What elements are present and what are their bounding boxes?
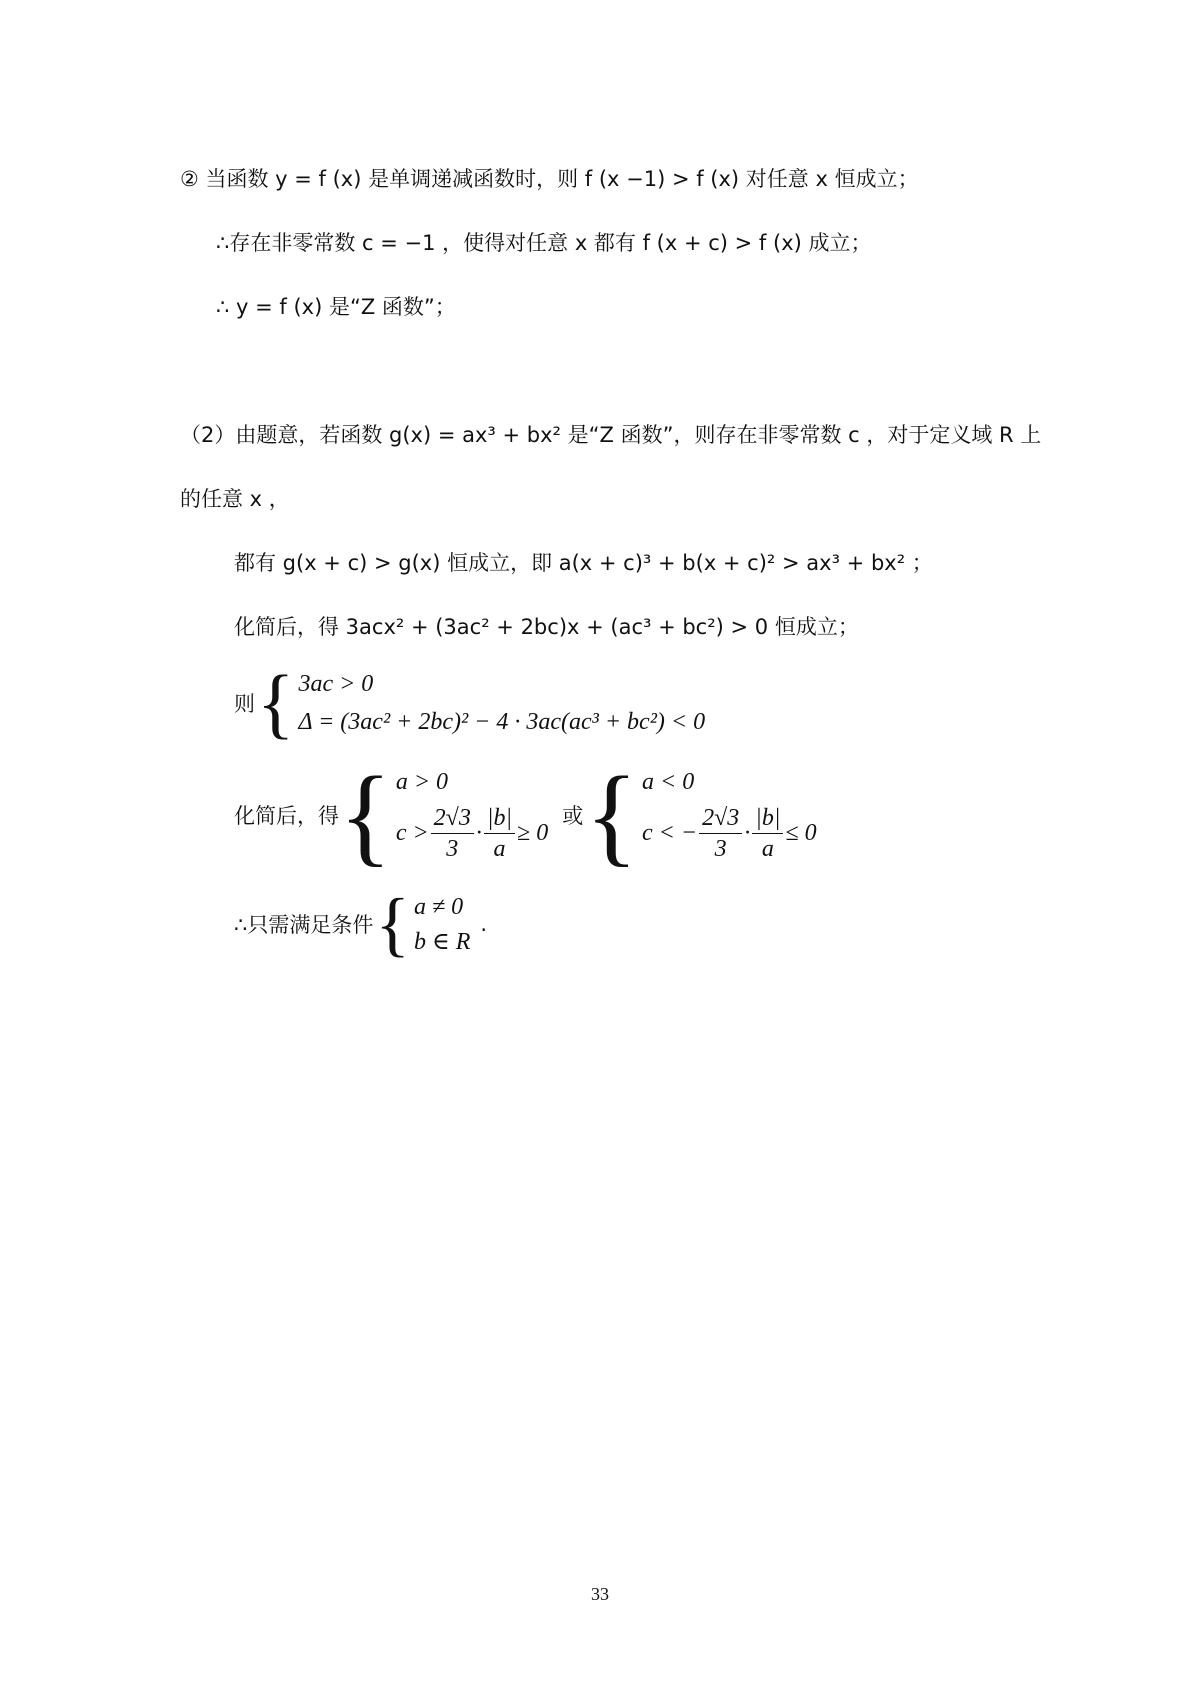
system3-label: ∴只需满足条件: [234, 913, 374, 937]
line-inequality: 都有 g(x + c) > g(x) 恒成立，即 a(x + c)³ + b(x + c)² > ax³ + bx² ；: [234, 551, 933, 575]
period: .: [480, 912, 488, 936]
line-conclusion-1: ∴ y = f (x) 是“Z 函数”；: [216, 295, 456, 319]
condition-system-2: [234, 754, 817, 876]
case-b-row-2: c < − $\frac{2√3}{3}$ · $\frac{|b|}{a}$ ≤ 0: [642, 804, 817, 862]
condition-system-1: [234, 659, 706, 746]
case-b-row-1: a < 0: [642, 768, 695, 795]
system3-row-2: b ∈ R: [413, 928, 471, 955]
fraction: $\frac{2√3}{3}$: [431, 803, 474, 864]
fraction: $\frac{|b|}{a}$: [484, 803, 515, 864]
system1-row-2: Δ = (3ac² + 2bc)² − 4 · 3ac(ac³ + bc²) < 0: [298, 708, 706, 735]
case-a-row-1: a > 0: [395, 768, 449, 795]
line-case-2: ② 当函数 y = f (x) 是单调递减函数时，则 f (x −1) > f (x) 对任意 x 恒成立；: [180, 167, 919, 191]
left-brace: {: [257, 659, 295, 746]
system1-row-1: 3ac > 0: [298, 670, 374, 697]
case-a-row-2: c > $\frac{2√3}{3}$ · $\frac{|b|}{a}$ ≥ 0: [395, 804, 549, 862]
system3-row-1: a ≠ 0: [413, 893, 464, 920]
fraction: $\frac{2√3}{3}$: [699, 803, 742, 864]
line-exists-c: ∴存在非零常数 c = −1 ，使得对任意 x 都有 f (x + c) > f (x) 成立；: [216, 231, 872, 255]
system2-label: 化简后，得: [234, 804, 339, 828]
left-brace: {: [585, 754, 639, 876]
line-part-2: （2）由题意，若函数 g(x) = ax³ + bx² 是“Z 函数”，则存在非零常数 c ，对于定义域 R 上: [180, 423, 1042, 447]
left-brace: {: [375, 884, 410, 964]
or-label: 或: [562, 804, 584, 828]
line-simplified: 化简后，得 3acx² + (3ac² + 2bc)x + (ac³ + bc²) > 0 恒成立；: [234, 615, 859, 639]
fraction: $\frac{|b|}{a}$: [752, 803, 783, 864]
page-number: 33: [591, 1584, 609, 1604]
condition-system-3: [234, 884, 488, 964]
left-brace: {: [339, 754, 392, 876]
line-any-x: 的任意 x ，: [180, 487, 290, 511]
system1-label: 则: [234, 692, 255, 716]
